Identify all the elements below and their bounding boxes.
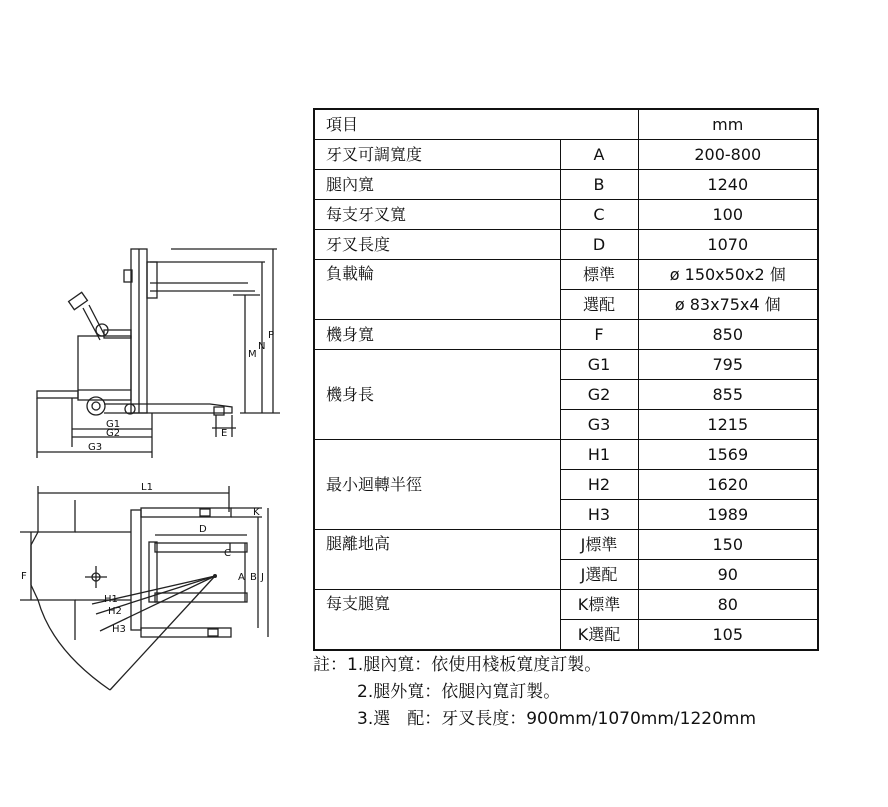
row-item: 每支牙叉寬: [314, 200, 560, 230]
row-code: D: [560, 230, 638, 260]
row-value: 1215: [638, 410, 818, 440]
row-value: 105: [638, 620, 818, 651]
row-item: 腿內寬: [314, 170, 560, 200]
note-line-2: 2.腿外寬：依腿內寬訂製。: [357, 682, 561, 702]
row-value: 1070: [638, 230, 818, 260]
row-code: K標準: [560, 590, 638, 620]
row-code: G2: [560, 380, 638, 410]
row-code: C: [560, 200, 638, 230]
table-row: [314, 170, 818, 200]
row-value: 1989: [638, 500, 818, 530]
row-code: 選配: [560, 290, 638, 320]
label-c: C: [224, 548, 231, 559]
row-value: 150: [638, 530, 818, 560]
table-row: [314, 350, 818, 380]
row-value: 100: [638, 200, 818, 230]
label-h3: H3: [112, 624, 126, 635]
spec-table: [313, 108, 819, 651]
row-item: 每支腿寬: [314, 590, 560, 651]
row-value: 1620: [638, 470, 818, 500]
row-code: K選配: [560, 620, 638, 651]
row-item: 牙叉長度: [314, 230, 560, 260]
row-item: 腿離地高: [314, 530, 560, 590]
label-a: A: [238, 572, 245, 583]
header-unit: mm: [638, 109, 818, 140]
row-value: 80: [638, 590, 818, 620]
label-l1: L1: [141, 482, 153, 493]
table-row: [314, 260, 818, 290]
row-value: 1240: [638, 170, 818, 200]
row-code: 標準: [560, 260, 638, 290]
row-code: J選配: [560, 560, 638, 590]
row-value: 200-800: [638, 140, 818, 170]
top-view: [20, 486, 268, 690]
row-item: 最小迴轉半徑: [314, 440, 560, 530]
side-view: [37, 249, 280, 458]
label-m: M: [248, 349, 257, 360]
row-code: H3: [560, 500, 638, 530]
row-code: A: [560, 140, 638, 170]
note-line-3: 3.選 配：牙叉長度：900mm/1070mm/1220mm: [357, 709, 757, 729]
row-code: G1: [560, 350, 638, 380]
label-g1: G1: [106, 419, 121, 430]
label-n: N: [258, 341, 266, 352]
table-row: [314, 590, 818, 620]
table-row: [314, 530, 818, 560]
row-value: ø 83x75x4 個: [638, 290, 818, 320]
table-row: [314, 230, 818, 260]
table-row: [314, 440, 818, 470]
row-value: 795: [638, 350, 818, 380]
label-p: P: [268, 330, 275, 341]
label-f: F: [21, 571, 27, 582]
row-item: 機身寬: [314, 320, 560, 350]
row-value: ø 150x50x2 個: [638, 260, 818, 290]
header-item: 項目: [314, 109, 638, 140]
row-code: H2: [560, 470, 638, 500]
table-header-row: [314, 109, 818, 140]
table-row: [314, 140, 818, 170]
table-row: [314, 320, 818, 350]
label-d: D: [199, 524, 207, 535]
label-k: K: [253, 507, 260, 518]
row-code: H1: [560, 440, 638, 470]
forklift-technical-drawing: [0, 0, 310, 700]
label-e: E: [221, 428, 228, 439]
row-value: 90: [638, 560, 818, 590]
table-row: [314, 200, 818, 230]
label-g3: G3: [88, 442, 103, 453]
row-code: G3: [560, 410, 638, 440]
label-g2: G2: [106, 428, 121, 439]
row-code: B: [560, 170, 638, 200]
row-value: 855: [638, 380, 818, 410]
row-code: J標準: [560, 530, 638, 560]
row-code: F: [560, 320, 638, 350]
label-h2: H2: [108, 606, 122, 617]
notes: [313, 652, 756, 733]
row-item: 牙叉可調寬度: [314, 140, 560, 170]
label-h1: H1: [104, 594, 118, 605]
label-j: J: [261, 572, 264, 583]
row-value: 850: [638, 320, 818, 350]
note-line-1: 註：1.腿內寬：依使用棧板寬度訂製。: [313, 655, 602, 675]
row-value: 1569: [638, 440, 818, 470]
row-item: 機身長: [314, 350, 560, 440]
row-item: 負載輪: [314, 260, 560, 320]
label-b: B: [250, 572, 257, 583]
